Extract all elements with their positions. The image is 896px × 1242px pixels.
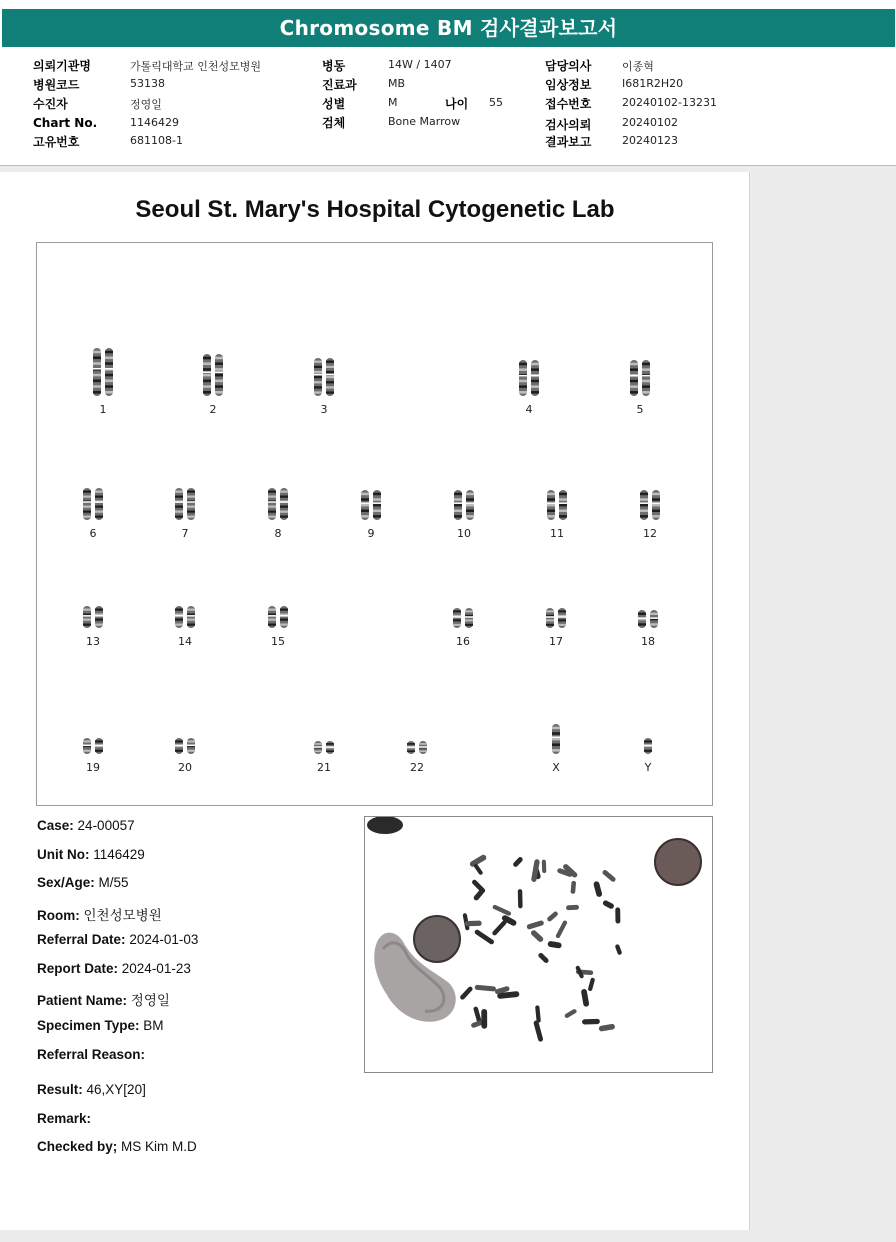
- age-value: 55: [489, 96, 503, 109]
- chromosome-label: 8: [274, 527, 282, 540]
- chromosome-pair-image: [509, 359, 549, 397]
- chromosome-pair-image: [258, 487, 298, 521]
- header-value: 1146429: [130, 116, 179, 129]
- chromosome-pair-image: [304, 740, 344, 755]
- chromosome-label: 17: [549, 635, 563, 648]
- info-room: Room: 인천성모병원: [37, 908, 162, 923]
- chromosome-pair-13: [58, 605, 128, 648]
- chromosome-pair-16: [428, 607, 498, 648]
- header-value: 681108-1: [130, 134, 183, 147]
- age-label: 나이: [445, 97, 469, 111]
- chromosome-pair-image: [397, 740, 437, 755]
- chromosome-label: 10: [457, 527, 471, 540]
- chromosome-pair-image: [537, 489, 577, 521]
- karyotype-panel: [36, 242, 713, 806]
- chromosome-pair-image: [351, 489, 391, 521]
- chromosome-label: 14: [178, 635, 192, 648]
- chromosome-pair-9: [336, 489, 406, 540]
- chromosome-label: 15: [271, 635, 285, 648]
- header-value: 53138: [130, 77, 165, 90]
- info-remark: Remark:: [37, 1111, 92, 1126]
- chromosome-label: 22: [410, 761, 424, 774]
- header-label: 수진자: [33, 97, 68, 111]
- chromosome-pair-4: [494, 359, 564, 416]
- info-referral-date: Referral Date: 2024-01-03: [37, 932, 199, 947]
- info-report-date: Report Date: 2024-01-23: [37, 961, 191, 976]
- header-label: 진료과: [322, 78, 357, 92]
- info-unit: Unit No: 1146429: [37, 847, 145, 862]
- chromosome-pair-image: [73, 605, 113, 629]
- chromosome-pair-22: [382, 740, 452, 774]
- chromosome-pair-3: [289, 357, 359, 416]
- chromosome-label: 13: [86, 635, 100, 648]
- chromosome-label: Y: [644, 761, 652, 774]
- header-value: 14W / 1407: [388, 58, 452, 71]
- metaphase-chromosomes: [462, 858, 619, 1039]
- chromosome-label: 16: [456, 635, 470, 648]
- chromosome-pair-image: [165, 737, 205, 755]
- header-label: 담당의사: [545, 59, 592, 73]
- header-label: 성별: [322, 97, 346, 111]
- chromosome-pair-image: [73, 737, 113, 755]
- header-label: 임상정보: [545, 78, 592, 92]
- header-value: M: [388, 96, 398, 109]
- info-checked-by: Checked by; MS Kim M.D: [37, 1139, 197, 1154]
- chromosome-label: 2: [209, 403, 217, 416]
- chromosome-pair-image: [638, 737, 658, 755]
- chromosome-pair-12: [615, 489, 685, 540]
- header-label: 접수번호: [545, 97, 592, 111]
- header-label: Chart No.: [33, 116, 98, 130]
- chromosome-pair-image: [83, 347, 123, 397]
- info-sex-age: Sex/Age: M/55: [37, 875, 129, 890]
- chromosome-label: 3: [320, 403, 328, 416]
- chromosome-label: 21: [317, 761, 331, 774]
- header-value: 20240123: [622, 134, 678, 147]
- header-label: 검사의뢰: [545, 118, 592, 132]
- chromosome-pair-21: [289, 740, 359, 774]
- chromosome-pair-19: [58, 737, 128, 774]
- header-value: Bone Marrow: [388, 115, 461, 128]
- chromosome-label: 18: [641, 635, 655, 648]
- chromosome-pair-image: [165, 605, 205, 629]
- metaphase-image: [364, 816, 713, 1073]
- chromosome-label: 4: [525, 403, 533, 416]
- chromosome-pair-1: [68, 347, 138, 416]
- header-label: 결과보고: [545, 135, 592, 149]
- chromosome-pair-17: [521, 607, 591, 648]
- info-case: Case: 24-00057: [37, 818, 135, 833]
- chromosome-label: 20: [178, 761, 192, 774]
- chromosome-pair-image: [628, 609, 668, 629]
- chromosome-pair-5: [605, 359, 675, 416]
- chromosome-pair-8: [243, 487, 313, 540]
- header-label: 고유번호: [33, 135, 80, 149]
- chromosome-pair-6: [58, 487, 128, 540]
- chromosome-label: 5: [636, 403, 644, 416]
- chromosome-pair-18: [613, 609, 683, 648]
- chromosome-label: 11: [550, 527, 564, 540]
- chromosome-pair-image: [304, 357, 344, 397]
- chromosome-pair-15: [243, 605, 313, 648]
- chromosome-pair-image: [630, 489, 670, 521]
- header-label: 병원코드: [33, 78, 80, 92]
- header-value: 20240102-13231: [622, 96, 717, 109]
- info-result: Result: 46,XY[20]: [37, 1082, 146, 1097]
- chromosome-pair-14: [150, 605, 220, 648]
- header-value: 이종혁: [622, 60, 654, 73]
- chromosome-pair-10: [429, 489, 499, 540]
- header-label: 의뢰기관명: [33, 59, 91, 73]
- report-title: Chromosome BM 검사결과보고서: [2, 9, 895, 47]
- chromosome-label: 7: [181, 527, 189, 540]
- header-label: 검체: [322, 116, 346, 130]
- chromosome-label: X: [552, 761, 560, 774]
- info-patient-name: Patient Name: 정영일: [37, 993, 170, 1008]
- info-referral-reason: Referral Reason:: [37, 1047, 146, 1062]
- header-value: 20240102: [622, 116, 678, 129]
- chromosome-pair-image: [165, 487, 205, 521]
- chromosome-pair-11: [522, 489, 592, 540]
- chromosome-pair-image: [620, 359, 660, 397]
- chromosome-pair-image: [443, 607, 483, 629]
- header-value: 가톨릭대학교 인천성모병원: [130, 60, 262, 73]
- chromosome-label: 19: [86, 761, 100, 774]
- chromosome-y: [613, 737, 683, 774]
- chromosome-label: 12: [643, 527, 657, 540]
- chromosome-pair-image: [258, 605, 298, 629]
- chromosome-label: 1: [99, 403, 107, 416]
- header-label: 병동: [322, 59, 346, 73]
- info-specimen-type: Specimen Type: BM: [37, 1018, 164, 1033]
- report-header: [0, 0, 896, 166]
- chromosome-pair-20: [150, 737, 220, 774]
- chromosome-pair-image: [193, 353, 233, 397]
- chromosome-label: 6: [89, 527, 97, 540]
- header-value: I681R2H20: [622, 77, 684, 90]
- metaphase-spread-image: [365, 817, 713, 1073]
- header-value: MB: [388, 77, 406, 90]
- chromosome-pair-image: [536, 607, 576, 629]
- chromosome-pair-image: [73, 487, 113, 521]
- chromosome-pair-image: [546, 723, 566, 755]
- chromosome-label: 9: [367, 527, 375, 540]
- chromosome-pair-2: [178, 353, 248, 416]
- report-page: [0, 172, 750, 1230]
- lab-title: Seoul St. Mary's Hospital Cytogenetic Lab: [135, 196, 615, 223]
- chromosome-pair-7: [150, 487, 220, 540]
- header-value: 정영일: [130, 98, 162, 111]
- chromosome-pair-image: [444, 489, 484, 521]
- chromosome-x: [521, 723, 591, 774]
